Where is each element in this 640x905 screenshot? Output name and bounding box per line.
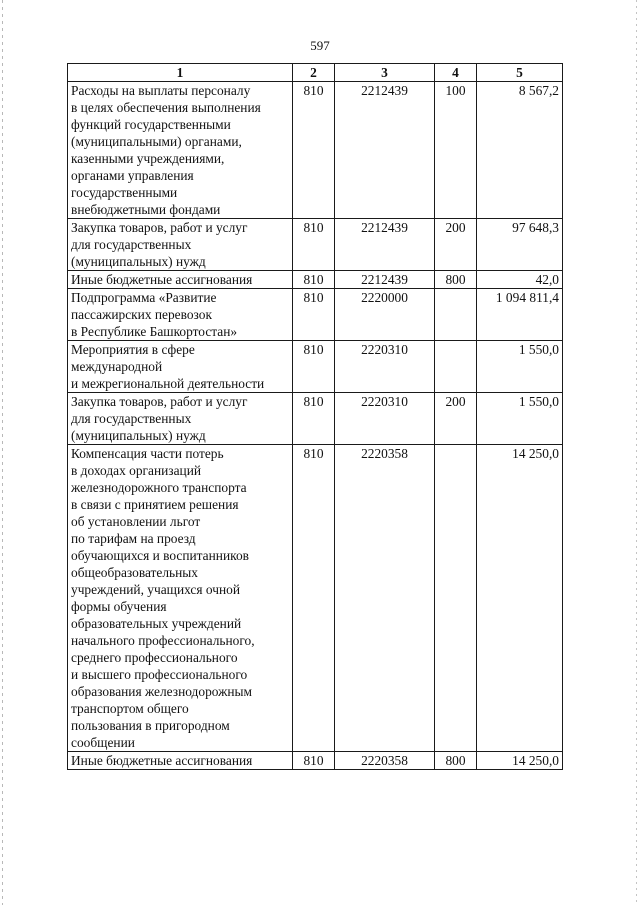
column-header-3: 3 (335, 64, 435, 82)
row-amount: 8 567,2 (477, 82, 563, 219)
row-ministry-code: 810 (293, 445, 335, 752)
column-header-5: 5 (477, 64, 563, 82)
table-row (68, 341, 563, 393)
row-ministry-code: 810 (293, 393, 335, 445)
row-target-code: 2220358 (335, 752, 435, 770)
page-number: 597 (310, 38, 330, 53)
column-header-2: 2 (293, 64, 335, 82)
row-name: Компенсация части потерь в доходах организаций железнодорожного транспорта в связи с принятием решения об установлении льгот по тарифам на проезд обучающихся и воспитанников общеобразовательных учреждений, учащихся очной формы обучения образовательных учреждений начального профессионального, среднего профессионального и высшего профессионального образования железнодорожным транспортом общего пользования в пригородном сообщении (68, 445, 293, 752)
row-ministry-code: 810 (293, 341, 335, 393)
row-amount: 14 250,0 (477, 752, 563, 770)
page-edge-right (636, 0, 637, 905)
row-name: Закупка товаров, работ и услуг для государственных (муниципальных) нужд (68, 219, 293, 271)
row-ministry-code: 810 (293, 289, 335, 341)
table-row (68, 82, 563, 219)
row-amount: 1 550,0 (477, 341, 563, 393)
row-ministry-code: 810 (293, 82, 335, 219)
column-header-4: 4 (435, 64, 477, 82)
row-amount: 97 648,3 (477, 219, 563, 271)
table-row (68, 752, 563, 770)
row-name: Иные бюджетные ассигнования (68, 271, 293, 289)
row-target-code: 2212439 (335, 271, 435, 289)
row-target-code: 2212439 (335, 219, 435, 271)
row-ministry-code: 810 (293, 271, 335, 289)
row-expense-type: 800 (435, 271, 477, 289)
column-header-1: 1 (68, 64, 293, 82)
row-ministry-code: 810 (293, 752, 335, 770)
row-amount: 1 550,0 (477, 393, 563, 445)
row-amount: 14 250,0 (477, 445, 563, 752)
row-ministry-code: 810 (293, 219, 335, 271)
row-target-code: 2220310 (335, 341, 435, 393)
row-expense-type (435, 289, 477, 341)
row-expense-type: 100 (435, 82, 477, 219)
page-edge-left (2, 0, 3, 905)
table-row (68, 445, 563, 752)
row-target-code: 2220000 (335, 289, 435, 341)
row-amount: 1 094 811,4 (477, 289, 563, 341)
row-name: Закупка товаров, работ и услуг для государственных (муниципальных) нужд (68, 393, 293, 445)
table-header-row (68, 64, 563, 82)
row-expense-type: 200 (435, 393, 477, 445)
table-row (68, 219, 563, 271)
row-expense-type (435, 445, 477, 752)
row-name: Подпрограмма «Развитие пассажирских перевозок в Республике Башкортостан» (68, 289, 293, 341)
row-expense-type: 800 (435, 752, 477, 770)
row-expense-type: 200 (435, 219, 477, 271)
row-target-code: 2220310 (335, 393, 435, 445)
row-name: Иные бюджетные ассигнования (68, 752, 293, 770)
row-amount: 42,0 (477, 271, 563, 289)
row-name: Мероприятия в сфере международной и межрегиональной деятельности (68, 341, 293, 393)
row-name: Расходы на выплаты персоналу в целях обеспечения выполнения функций государственными (муниципальными) органами, казенными учреждениями, органами управления государственными внебюджетными фондами (68, 82, 293, 219)
budget-table (67, 63, 563, 770)
row-expense-type (435, 341, 477, 393)
table-row (68, 393, 563, 445)
row-target-code: 2212439 (335, 82, 435, 219)
table-row (68, 289, 563, 341)
table-row (68, 271, 563, 289)
row-target-code: 2220358 (335, 445, 435, 752)
